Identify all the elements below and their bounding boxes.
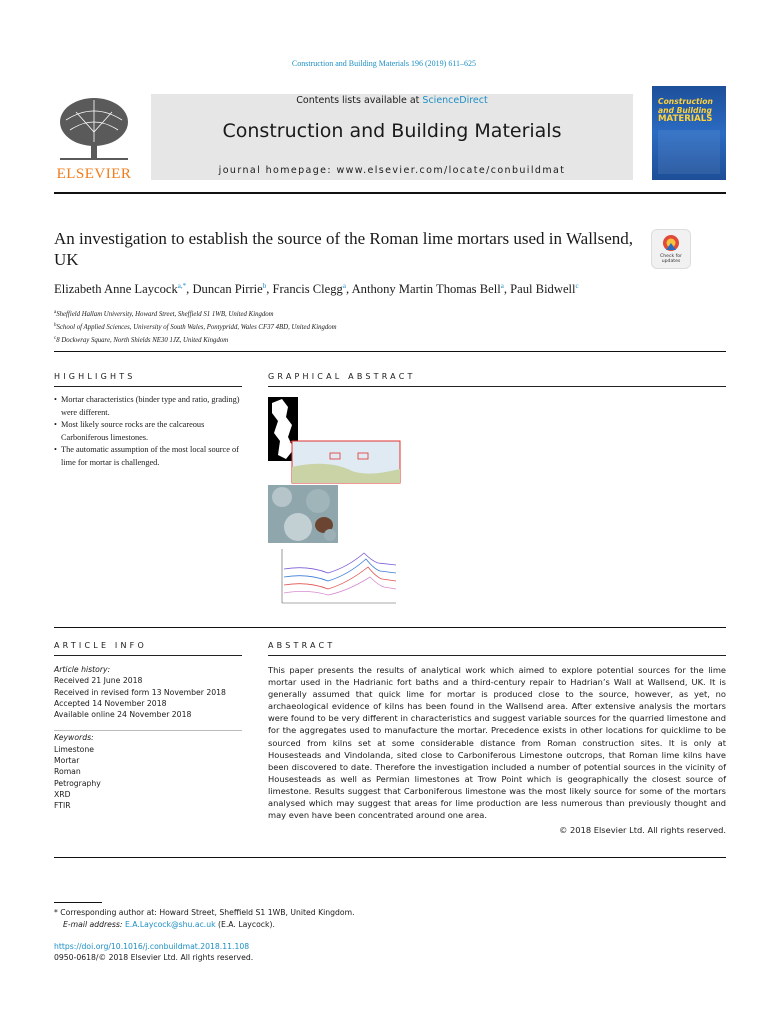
graphical-abstract-heading: GRAPHICAL ABSTRACT <box>268 372 416 381</box>
affiliation-item <box>54 320 714 333</box>
article-info-block <box>54 664 242 812</box>
affiliation-key: a <box>54 310 57 315</box>
keywords-label: Keywords: <box>54 733 94 743</box>
highlight-item: • Mortar characteristics (binder type and ratio, grading) were different. <box>54 394 242 419</box>
abstract-text: This paper presents the results of analytical work which aimed to explore potential sources for the lime mortar used in the Hadrianic fort baths and a third-century repair to Hadrian’s Wall at Wallsend, UK. It is generally assumed that quick lime for mortar is produced close to the source, however, as yet, no archaeological evidence of kilns has been found in the Wallsend area. After extensive analysis the mortars were found to be very different in characteristics and suggest variable sources for the quarried limestone and for the aggregates used to manufacture the mortar. Precedence exists in other locations for quicklime to be sourced from kilns set at some considerable distance from Roman construction sites. It is only at Housesteads and Vindolanda, sited close to Carboniferous Limestone outcrops, that Roman lime kilns have been discovered to date. Therefore the investigation included a number of potential sources in the vicinity of Housesteads as well as Permian limestones at Trow Point which is geographically the closest source of limestone. Results suggest that Carboniferous limestone was the most likely source for some of the mortars analysed which may suggest that areas for lime production are less numerous than previously thought and may even have been concentrated around one area. <box>268 665 726 821</box>
copyright-notice: © 2018 Elsevier Ltd. All rights reserved. <box>559 825 726 835</box>
highlights-rule <box>54 386 242 387</box>
doi-link[interactable]: https://doi.org/10.1016/j.conbuildmat.2018.11.108 <box>54 942 250 951</box>
highlight-item: • The automatic assumption of the most local source of lime for mortar is challenged. <box>54 444 242 469</box>
issn-line: 0950-0618/© 2018 Elsevier Ltd. All rights reserved. <box>54 953 254 962</box>
author-name[interactable]: Elizabeth Anne Laycock <box>54 282 178 296</box>
sciencedirect-link[interactable]: ScienceDirect <box>422 95 488 106</box>
corresponding-author-text: Corresponding author at: Howard Street, Sheffield S1 1WB, United Kingdom. <box>60 908 355 917</box>
author-name[interactable]: Duncan Pirrie <box>192 282 263 296</box>
keyword-item: Petrography <box>54 778 101 788</box>
history-item: Available online 24 November 2018 <box>54 710 192 720</box>
keyword-item: XRD <box>54 789 71 799</box>
footnote <box>54 907 654 930</box>
check-badge-text <box>652 254 690 265</box>
homepage-link[interactable]: www.elsevier.com/locate/conbuildmat <box>336 165 566 176</box>
author-affiliation-marker[interactable]: b <box>262 282 267 290</box>
keywords-rule <box>54 730 242 731</box>
keyword-item: FTIR <box>54 801 71 811</box>
journal-title: Construction and Building Materials <box>222 120 562 142</box>
check-badge-line: updates <box>661 259 681 265</box>
history-item: Received 21 June 2018 <box>54 676 143 686</box>
cover-artwork <box>658 130 720 174</box>
highlights-heading: HIGHLIGHTS <box>54 372 136 381</box>
affiliation-item <box>54 333 714 346</box>
homepage-prefix: journal homepage: <box>218 165 337 176</box>
affiliation-text: School of Applied Sciences, University of South Wales, Pontypridd, Wales CF37 4BD, United Kingdom <box>56 324 337 331</box>
author-name[interactable]: Francis Clegg <box>272 282 343 296</box>
footnote-rule <box>54 902 102 903</box>
check-for-updates-badge[interactable] <box>651 229 691 269</box>
email-label: E-mail address: <box>63 919 125 929</box>
journal-cover[interactable] <box>652 86 726 180</box>
cover-title-line: and Building <box>658 106 712 115</box>
affiliation-text: Sheffield Hallam University, Howard Street, Sheffield S1 1WB, United Kingdom <box>56 311 274 318</box>
history-item: Accepted 14 November 2018 <box>54 698 167 708</box>
cover-title-line: Construction <box>658 97 713 106</box>
author-name[interactable]: Paul Bidwell <box>510 282 576 296</box>
contents-prefix: Contents lists available at <box>296 95 423 106</box>
keyword-item: Mortar <box>54 756 80 766</box>
cover-title <box>658 97 724 124</box>
keyword-item: Limestone <box>54 744 94 754</box>
author-name[interactable]: Anthony Martin Thomas Bell <box>351 282 501 296</box>
affiliation-item <box>54 307 714 320</box>
keyword-item: Roman <box>54 767 81 777</box>
article-title: An investigation to establish the source of the Roman lime mortars used in Wallsend, UK <box>54 229 634 269</box>
journal-homepage <box>151 165 633 176</box>
journal-reference[interactable]: Construction and Building Materials 196 (2019) 611–625 <box>291 59 477 68</box>
header-rule <box>54 192 726 194</box>
highlight-item: • Most likely source rocks are the calcareous Carboniferous limestones. <box>54 419 242 444</box>
email-link[interactable]: E.A.Laycock@shu.ac.uk <box>124 919 216 929</box>
affiliation-text: 8 Dockwray Square, North Shields NE30 1JZ, United Kingdom <box>56 337 229 344</box>
section-divider <box>54 857 726 858</box>
section-divider <box>54 351 726 352</box>
article-info-rule <box>54 655 242 656</box>
graphical-abstract-rule <box>268 386 726 387</box>
affiliation-key: b <box>54 323 57 328</box>
abstract-heading: ABSTRACT <box>268 641 336 650</box>
cover-title-line: MATERIALS <box>658 114 713 124</box>
footnote-marker: * <box>54 908 58 917</box>
highlights-list <box>54 394 242 469</box>
elsevier-wordmark: ELSEVIER <box>56 166 132 182</box>
check-badge-line: Check for <box>660 254 682 259</box>
author-affiliation-marker[interactable]: c <box>575 282 579 290</box>
author-affiliation-marker[interactable]: a <box>342 282 346 290</box>
affiliations <box>54 307 714 346</box>
author-list: Elizabeth Anne Laycock$^{a,*}$, Duncan Pirrie$^b$, Francis Clegg$^a$, Anthony Martin Thomas Bell$^a$, Paul Bidwell$^c$ <box>54 282 579 296</box>
affiliation-key: c <box>54 336 57 341</box>
doi-block <box>54 941 454 963</box>
author-affiliation-marker[interactable]: a,* <box>177 282 187 290</box>
graphical-abstract-figure[interactable] <box>268 397 402 615</box>
history-item: Received in revised form 13 November 2018 <box>54 687 226 697</box>
email-line <box>54 919 654 931</box>
email-suffix: (E.A. Laycock). <box>215 919 275 929</box>
history-label: Article history: <box>54 665 111 674</box>
abstract-rule <box>268 655 726 656</box>
author-affiliation-marker[interactable]: a <box>500 282 504 290</box>
article-info-heading: ARTICLE INFO <box>54 641 147 650</box>
section-divider <box>54 627 726 628</box>
contents-line <box>151 95 633 106</box>
corresponding-author-note <box>54 907 654 919</box>
